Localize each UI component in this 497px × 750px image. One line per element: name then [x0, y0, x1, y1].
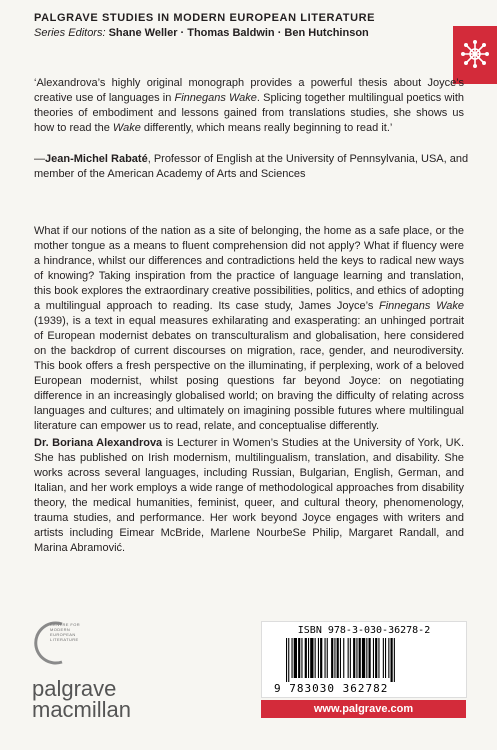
barcode-bar: [308, 638, 309, 678]
barcode-bar: [288, 638, 289, 682]
endorsement-quote: ‘Alexandrova’s highly original monograph provides a powerful thesis about Joyce’s creative use of languages in Finnegans Wake. Splicing together multilingual poetics with theories of embodiment and lessons gained from translations studies, she shows us how to read the Wake differently, which means really beginning to read it.’: [34, 77, 464, 134]
barcode-bar: [294, 638, 297, 678]
barcode-bar: [385, 638, 386, 678]
network-icon: [460, 39, 490, 69]
series-editors: [34, 27, 369, 39]
palgrave-logo: palgrave macmillan: [32, 676, 132, 722]
barcode-bar: [348, 638, 349, 678]
barcode-bar: [301, 638, 302, 678]
barcode-bar: [305, 638, 307, 678]
barcode-bar: [375, 638, 377, 678]
book-description: What if our notions of the nation as a site of belonging, the home as a safe place, or the mother tongue as a means to fluent comprehension did not apply? What if fluency were a hindrance, whilst our differences and contradictions held the keys to radical new ways of knowing? Taking inspiration from the practice of language learning and translation, this book explores the extraordinary creative possibilities, politics, and ethics of adopting a multilingual approach to reading. Its case study, James Joyce’s Finnegans Wake (1939), is a text in equal measures exhilarating and exasperating: an unhinged portrait of European modernist debates on transculturalism and globalisation, here considered on the backdrop of current discourses on migration, race, gender, and neurodiversity. This book offers a fresh perspective on the illuminating, if perplexing, work of a beloved European modernist, whilst posing questions far beyond Joyce: on negotiating difference in an increasingly globalised world; on braving the difficulty of relating across languages and cultures; and ultimately on imagining possible futures where multilingual literature can empower us to read, relate, and conceptualise differently.: [34, 225, 464, 432]
author-bio: Dr. Boriana Alexandrova is Lecturer in Women’s Studies at the University of York, UK. She has published on Irish modernism, multilingualism, translation, and disability. She works across several languages, including Russian, Bulgarian, English, German, and Italian, and her work employs a wide range of methodological approaches from disability theory, the medical humanities, feminist, queer, and cultural theory, phenomenology, trauma studies, and performance. Her work beyond Joyce engages with writers and artists including Eimear McBride, Marlene NourbeSe Philip, Margaret Randall, and Marina Abramović.: [34, 437, 465, 554]
barcode-bar: [320, 638, 322, 678]
barcode-bar: [318, 638, 319, 678]
barcode-bar: [362, 638, 365, 678]
barcode-bar: [340, 638, 341, 678]
barcode-bar: [359, 638, 361, 678]
barcode-bar: [331, 638, 333, 678]
barcode-bar: [356, 638, 357, 678]
series-title: PALGRAVE STUDIES IN MODERN EUROPEAN LITERATURE: [34, 12, 376, 24]
barcode-bar: [366, 638, 367, 678]
barcode-bar: [388, 638, 389, 678]
barcode-bar: [315, 638, 316, 678]
barcode-bar: [378, 638, 379, 678]
barcode-bar: [369, 638, 371, 678]
barcode-bar: [353, 638, 355, 678]
barcode-bar: [298, 638, 300, 678]
barcode-bar: [383, 638, 384, 678]
barcode-bar: [373, 638, 374, 678]
barcode-bar: [325, 638, 326, 678]
endorsement-attribution: —Jean-Michel Rabaté, Professor of English at the University of Pennsylvania, USA, and member of the American Academy of Arts and Sciences: [34, 153, 469, 180]
barcode-bar: [327, 638, 328, 678]
barcode-bar: [343, 638, 344, 678]
centre-logo-text: CENTRE FOR MODERN EUROPEAN LITERATURE: [50, 622, 80, 642]
publisher-url[interactable]: www.palgrave.com: [261, 700, 466, 718]
barcode-bar: [334, 638, 335, 678]
isbn-barcode: [261, 621, 467, 698]
series-editors-label: Series Editors:: [34, 27, 106, 39]
isbn-label: ISBN 978-3-030-36278-2: [297, 625, 431, 636]
barcode-bar: [292, 638, 293, 678]
author-name: Dr. Boriana Alexandrova: [34, 437, 163, 449]
endorser-name: Jean-Michel Rabaté: [45, 153, 148, 165]
barcode-digits: 9 783030 362782: [274, 682, 389, 695]
barcode-bar: [350, 638, 351, 678]
series-editors-names: Shane Weller · Thomas Baldwin · Ben Hutchinson: [108, 27, 369, 39]
barcode-bar: [337, 638, 339, 678]
barcode-bar: [394, 638, 395, 682]
barcode-bar: [391, 638, 393, 682]
barcode-bars: [284, 638, 444, 682]
barcode-bar: [310, 638, 313, 678]
barcode-bar: [286, 638, 287, 682]
